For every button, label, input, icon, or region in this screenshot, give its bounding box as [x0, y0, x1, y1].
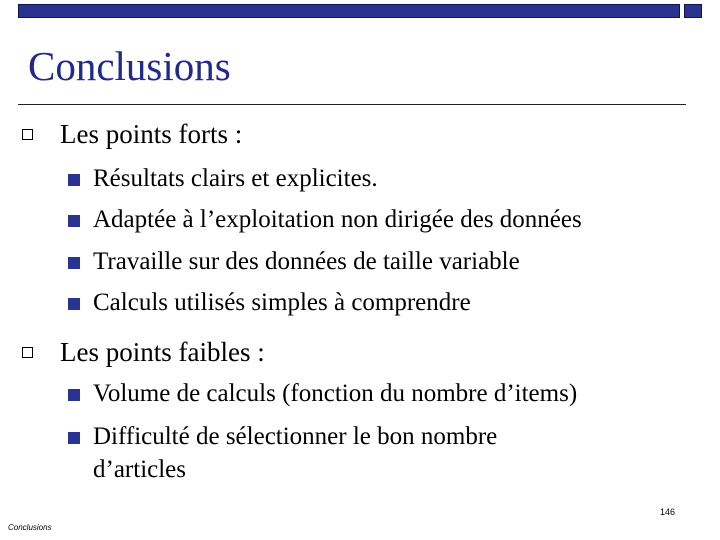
slide-title: Conclusions [28, 43, 231, 89]
list-item-label: Volume de calculs (fonction du nombre d’items) [93, 380, 578, 407]
list-item-label: Travaille sur des données de taille variable [93, 248, 520, 275]
title-divider [18, 104, 686, 105]
list-item-label: Résultats clairs et explicites. [93, 165, 378, 192]
list-item-label: Difficulté de sélectionner le bon nombre [93, 423, 498, 450]
header-corner-square [684, 4, 702, 18]
square-bullet-icon [68, 215, 80, 227]
hollow-square-bullet-icon [22, 347, 33, 358]
header-bar [18, 4, 680, 18]
page-number: 146 [660, 507, 676, 517]
square-bullet-icon [68, 298, 80, 310]
square-bullet-icon [68, 174, 80, 186]
footer-label: Conclusions [8, 523, 52, 532]
square-bullet-icon [68, 432, 80, 444]
square-bullet-icon [68, 389, 80, 401]
section-label: Les points forts : [60, 119, 243, 149]
list-item-label: d’articles [93, 456, 187, 483]
square-bullet-icon [68, 257, 80, 269]
hollow-square-bullet-icon [22, 129, 33, 140]
list-item-label: Calculs utilisés simples à comprendre [93, 289, 471, 316]
list-item-label: Adaptée à l’exploitation non dirigée des données [93, 206, 582, 233]
section-label: Les points faibles : [60, 337, 265, 367]
